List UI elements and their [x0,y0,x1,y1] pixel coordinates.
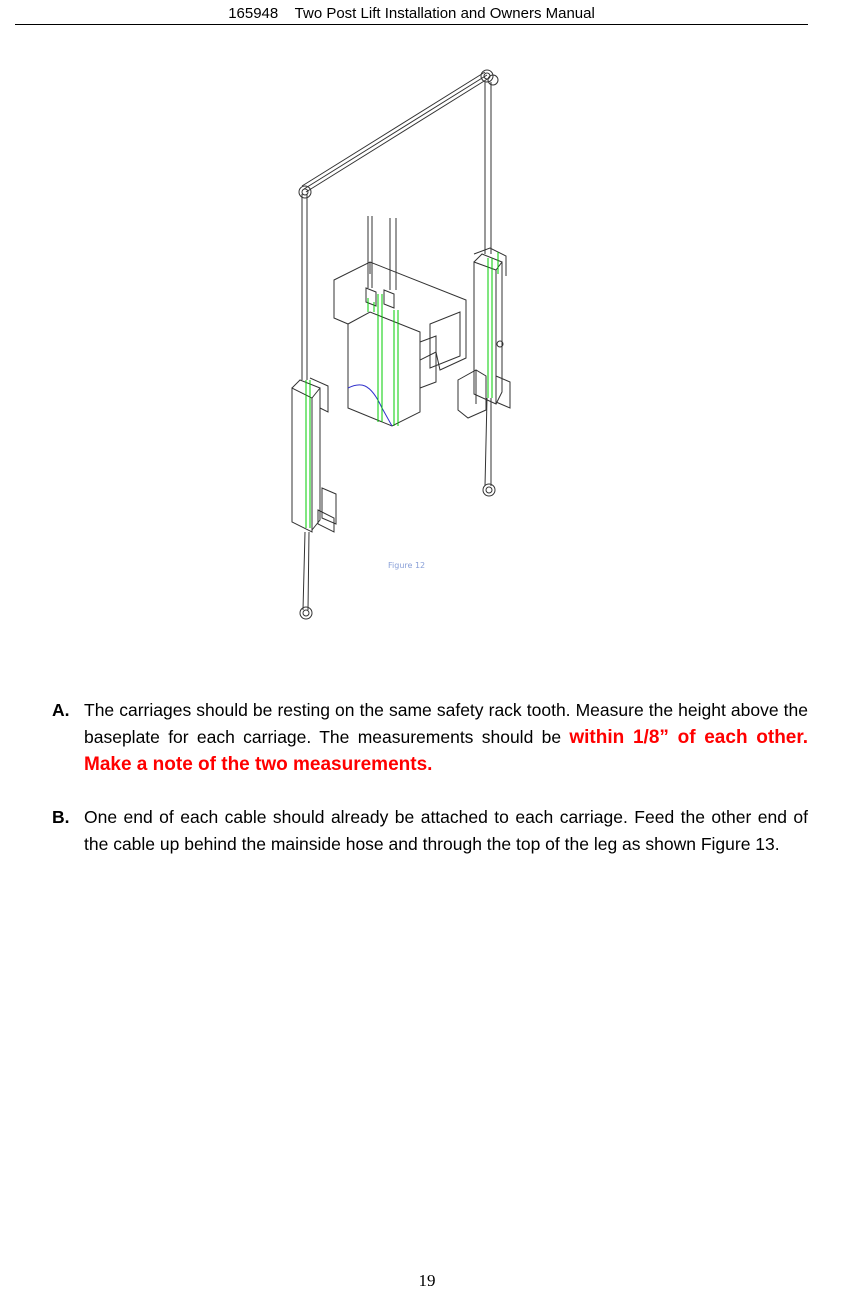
item-letter: A. [52,700,70,720]
doc-number: 165948 [228,5,279,22]
item-text [84,697,808,778]
figure-caption: Figure 12 [388,561,426,570]
instruction-item-a [52,697,808,778]
figure-12-lift-drawing [270,62,540,628]
instruction-item-b [52,804,808,858]
doc-title: Two Post Lift Installation and Owners Manual [294,5,595,22]
item-letter: B. [52,807,70,827]
item-a-emphasis: within 1/8” of each other. Make a note of the two measurements. [84,727,808,775]
item-b-text: One end of each cable should already be attached to each carriage. Feed the other end of the cable up behind the mainside hose and through the top of the leg as shown Figure 13. [84,807,808,854]
page-number: 19 [418,1271,436,1290]
item-a-text: The carriages should be resting on the same safety rack tooth. Measure the height above the baseplate for each carriage. The measurements should be [84,700,808,747]
page-header [15,4,808,25]
